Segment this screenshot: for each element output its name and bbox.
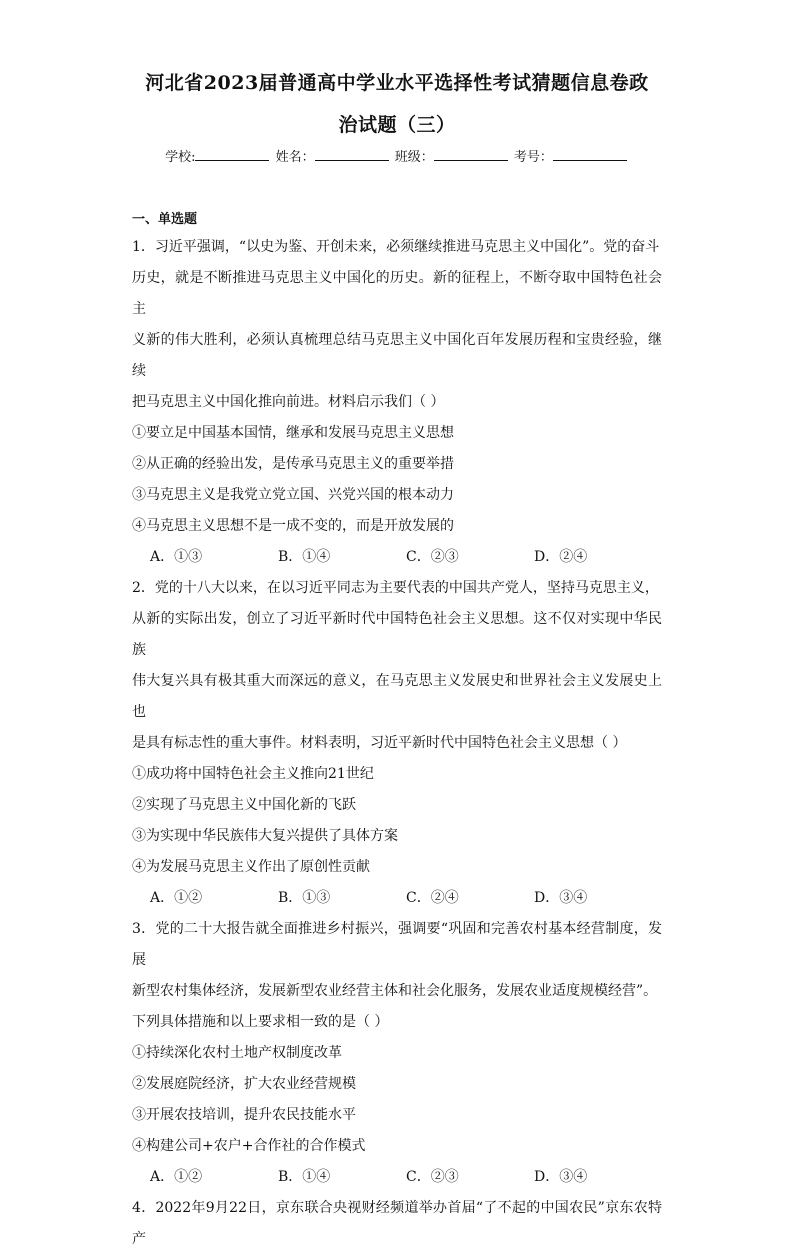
choice-a: A．①②	[150, 1169, 203, 1185]
choice-c: C．②③	[406, 549, 459, 565]
choice-a: A．①②	[150, 890, 203, 906]
choice-c: C．②④	[406, 890, 459, 906]
answer-choices	[132, 542, 662, 573]
question-stem-line: 义新的伟大胜利，必须认真梳理总结马克思主义中国化百年发展历程和宝贵经验，继续	[132, 332, 662, 379]
answer-choices	[132, 883, 662, 914]
school-label: 学校:	[165, 150, 196, 165]
exam-number-blank	[553, 148, 627, 161]
class-label: 班级：	[394, 150, 434, 165]
question-stem-line: 是具有标志性的重大事件。材料表明，习近平新时代中国特色社会主义思想（ ）	[132, 735, 627, 751]
statement-option: ②实现了马克思主义中国化新的飞跃	[132, 797, 356, 813]
name-label: 姓名：	[275, 150, 315, 165]
statement-option: ③马克思主义是我党立党立国、兴党兴国的根本动力	[132, 487, 454, 503]
question-stem-line: 把马克思主义中国化推向前进。材料启示我们（ ）	[132, 394, 445, 410]
question-4	[132, 1193, 662, 1255]
statement-option: ①持续深化农村土地产权制度改革	[132, 1045, 342, 1061]
question-3	[132, 914, 662, 1193]
statement-option: ④马克思主义思想不是一成不变的，而是开放发展的	[132, 518, 454, 534]
exam-title-line1: 河北省2023届普通高中学业水平选择性考试猜题信息卷政	[145, 72, 649, 94]
name-blank	[315, 148, 389, 161]
question-stem-line: 下列具体措施和以上要求相一致的是（ ）	[132, 1014, 389, 1030]
exam-title-line2: 治试题（三）	[338, 114, 456, 136]
statement-option: ④为发展马克思主义作出了原创性贡献	[132, 859, 370, 875]
question-stem-line: 3．党的二十大报告就全面推进乡村振兴，强调要“巩固和完善农村基本经营制度，发展	[132, 921, 662, 968]
statement-option: ②从正确的经验出发，是传承马克思主义的重要举措	[132, 456, 454, 472]
question-1	[132, 232, 662, 573]
statement-option: ①成功将中国特色社会主义推向21世纪	[132, 766, 374, 782]
choice-c: C．②③	[406, 1169, 459, 1185]
question-stem-line: 新型农村集体经济，发展新型农业经营主体和社会化服务，发展农业适度规模经营”。	[132, 983, 658, 999]
choice-b: B．①④	[278, 549, 331, 565]
statement-option: ③开展农技培训，提升农民技能水平	[132, 1107, 356, 1123]
question-stem-line: 从新的实际出发，创立了习近平新时代中国特色社会主义思想。这不仅对实现中华民族	[132, 611, 662, 658]
choice-d: D．②④	[534, 549, 588, 565]
questions-body	[132, 232, 662, 1255]
choice-b: B．①③	[278, 890, 331, 906]
question-stem-line: 1．习近平强调，“以史为鉴、开创未来，必须继续推进马克思主义中国化”。党的奋斗	[132, 239, 660, 255]
choice-b: B．①④	[278, 1169, 331, 1185]
question-stem-line: 2．党的十八大以来，在以习近平同志为主要代表的中国共产党人，坚持马克思主义，	[132, 580, 659, 596]
question-2	[132, 573, 662, 914]
question-stem-line: 历史，就是不断推进马克思主义中国化的历史。新的征程上，不断夺取中国特色社会主	[132, 270, 662, 317]
choice-d: D．③④	[534, 1169, 588, 1185]
question-stem-line: 4．2022年9月22日，京东联合央视财经频道举办首届“了不起的中国农民”京东农特产	[132, 1200, 662, 1247]
statement-option: ②发展庭院经济，扩大农业经营规模	[132, 1076, 356, 1092]
class-blank	[434, 148, 508, 161]
answer-choices	[132, 1162, 662, 1193]
choice-d: D．③④	[534, 890, 588, 906]
choice-a: A．①③	[150, 549, 203, 565]
statement-option: ③为实现中华民族伟大复兴提供了具体方案	[132, 828, 398, 844]
section-title: 一、单选题	[132, 212, 198, 227]
exam-number-label: 考号：	[513, 150, 553, 165]
student-info-row	[0, 146, 794, 165]
question-stem-line: 伟大复兴具有极其重大而深远的意义，在马克思主义发展史和世界社会主义发展史上也	[132, 673, 662, 720]
statement-option: ④构建公司+农户+合作社的合作模式	[132, 1138, 366, 1154]
statement-option: ①要立足中国基本国情，继承和发展马克思主义思想	[132, 425, 454, 441]
school-blank	[195, 148, 269, 161]
